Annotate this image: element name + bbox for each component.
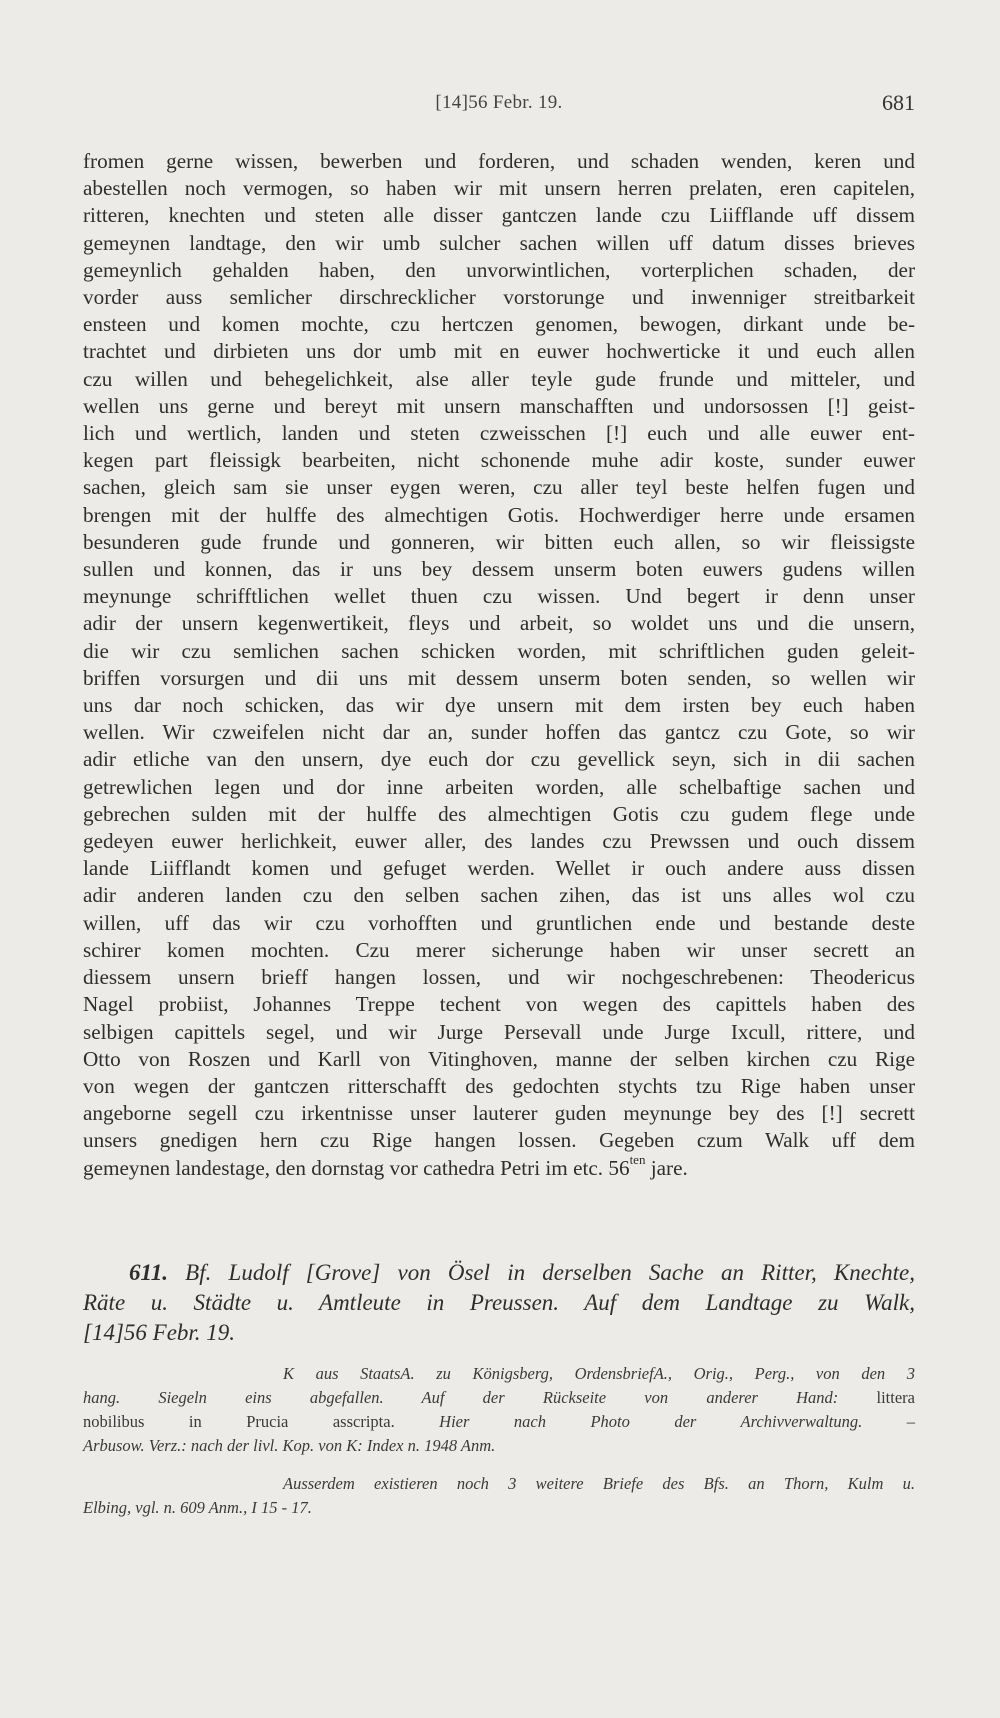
body-line: trachtet und dirbieten uns dor umb mit en euwer hochwerticke it und euch allen xyxy=(83,339,915,364)
note-line xyxy=(83,1472,915,1496)
heading-line xyxy=(83,1258,915,1288)
body-line: gemeynen landtage, den wir umb sulcher sachen willen uff datum disses brieves xyxy=(83,230,915,255)
running-head: [14]56 Febr. 19. xyxy=(435,92,563,113)
body-line: schirer komen mochten. Czu merer sicherunge haben wir unser secrett an xyxy=(83,937,915,962)
body-line: adir anderen landen czu den selben sachen zihen, das ist uns alles wol czu xyxy=(83,883,915,908)
body-line: angeborne segell czu irkentnisse unser lauterer guden meynunge bey des [!] secrett xyxy=(83,1101,915,1126)
note-text: hang. Siegeln eins abgefallen. Auf der Rückseite von anderer Hand: xyxy=(83,1388,839,1407)
body-line-last xyxy=(83,1152,915,1182)
note-line: Elbing, vgl. n. 609 Anm., I 15 - 17. xyxy=(83,1498,312,1517)
body-line: unsers gnedigen hern czu Rige hangen lossen. Gegeben czum Walk uff dem xyxy=(83,1128,915,1153)
note-line xyxy=(83,1362,915,1386)
document-number: 611. xyxy=(129,1260,168,1285)
body-line: lande Liifflandt komen und gefuget werden. Wellet ir ouch andere auss dissen xyxy=(83,856,915,881)
body-line: wellen. Wir czweifelen nicht dar an, sunder hoffen das gantcz czu Gote, so wir xyxy=(83,720,915,745)
body-line: gemeynlich gehalden haben, den unvorwintlichen, vorterplichen schaden, der xyxy=(83,257,915,282)
body-line: sachen, gleich sam sie unser eygen weren, czu aller teyl beste helfen fugen und xyxy=(83,475,915,500)
editorial-notes xyxy=(83,1362,915,1520)
body-line: gedeyen euwer herlichkeit, euwer aller, des landes czu Prewssen und ouch dissem xyxy=(83,829,915,854)
body-line-last-text: gemeynen landestage, den dornstag vor cathedra Petri im etc. 56 xyxy=(83,1155,630,1180)
heading-line: Räte u. Städte u. Amtleute in Preussen. Auf dem Landtage zu Walk, xyxy=(83,1290,915,1315)
note-text: Hier nach Photo der Archivverwaltung. – xyxy=(394,1412,915,1431)
note-text: K aus StaatsA. zu Königsberg, OrdensbriefA., Orig., Perg., von den 3 xyxy=(283,1364,915,1383)
body-line: besunderen gude frunde und gonneren, wir bitten euch allen, so wir fleissigste xyxy=(83,529,915,554)
body-line: fromen gerne wissen, bewerben und forderen, und schaden wenden, keren und xyxy=(83,149,915,173)
superscript: ten xyxy=(629,1152,646,1168)
note-line xyxy=(83,1410,915,1434)
note-text-roman: littera xyxy=(838,1388,915,1407)
note-paragraph-2 xyxy=(83,1472,915,1520)
body-line: brengen mit der hulffe des almechtigen Gotis. Hochwerdiger herre unde ersamen xyxy=(83,502,915,527)
body-line: abestellen noch vermogen, so haben wir mit unsern herren prelaten, eren capitelen, xyxy=(83,176,915,201)
page-number: 681 xyxy=(882,90,915,115)
body-line-last-end: jare. xyxy=(645,1155,688,1180)
body-line: diessem unsern brieff hangen lossen, und wir nochgeschrebenen: Theodericus xyxy=(83,965,915,990)
body-line: selbigen capittels segel, und wir Jurge Persevall unde Jurge Ixcull, rittere, und xyxy=(83,1019,915,1044)
body-line: die wir czu semlichen sachen schicken worden, mit schriftlichen guden geleit- xyxy=(83,638,915,663)
body-line: gebrechen sulden mit der hulffe des almechtigen Gotis czu gudem flege unde xyxy=(83,801,915,826)
body-line: Nagel probiist, Johannes Treppe techent von wegen des capittels haben des xyxy=(83,992,915,1017)
heading-text-1: Bf. Ludolf [Grove] von Ösel in derselben Sache an Ritter, Knechte, xyxy=(185,1260,915,1285)
body-line: von wegen der gantczen ritterschafft des gedochten stychts tzu Rige haben unser xyxy=(83,1073,915,1098)
body-line: wellen uns gerne und bereyt mit unsern manschafften und undorsossen [!] geist- xyxy=(83,393,915,418)
document-heading xyxy=(83,1258,915,1348)
body-line: Otto von Roszen und Karll von Vitinghoven, manne der selben kirchen czu Rige xyxy=(83,1046,915,1071)
body-line: adir der unsern kegenwertikeit, fleys und arbeit, so woldet uns und die unsern, xyxy=(83,611,915,636)
note-text-roman: nobilibus in Prucia asscripta. xyxy=(83,1412,395,1431)
note-line: Arbusow. Verz.: nach der livl. Kop. von K: Index n. 1948 Anm. xyxy=(83,1436,496,1455)
body-line: uns dar noch schicken, das wir dye unsern mit dem irsten bey euch haben xyxy=(83,693,915,718)
note-line xyxy=(83,1386,915,1410)
body-line: ritteren, knechten und steten alle disser gantczen lande czu Liifflande uff dissem xyxy=(83,203,915,228)
letter-paragraph xyxy=(83,148,915,1155)
body-line: kegen part fleissigk bearbeiten, nicht schonende muhe adir koste, sunder euwer xyxy=(83,448,915,473)
body-line: sullen und konnen, das ir uns bey dessem unserm boten euwers gudens willen xyxy=(83,557,915,582)
body-line: adir etliche van den unsern, dye euch dor czu gevellick seyn, sich in dii sachen xyxy=(83,747,915,772)
body-line: czu willen und behegelichkeit, alse aller teyle gude frunde und mitteler, und xyxy=(83,366,915,391)
body-line: vorder auss semlicher dirschrecklicher vorstorunge und inwenniger streitbarkeit xyxy=(83,285,915,310)
body-line: briffen vorsurgen und dii uns mit dessem unserm boten senden, so wellen wir xyxy=(83,665,915,690)
body-line: ensteen und komen mochte, czu hertczen genomen, bewogen, dirkant unde be- xyxy=(83,312,915,337)
note-text: Ausserdem existieren noch 3 weitere Briefe des Bfs. an Thorn, Kulm u. xyxy=(283,1474,915,1493)
page-header xyxy=(83,92,915,120)
heading-line: [14]56 Febr. 19. xyxy=(83,1320,236,1345)
body-line: getrewlichen legen und dor inne arbeiten worden, alle schelbaftige sachen und xyxy=(83,774,915,799)
body-line: willen, uff das wir czu vorhofften und gruntlichen ende und bestande deste xyxy=(83,910,915,935)
letter-body xyxy=(83,148,915,1182)
body-line: lich und wertlich, landen und steten czweisschen [!] euch und alle euwer ent- xyxy=(83,421,915,446)
body-line: meynunge schrifftlichen wellet thuen czu wissen. Und begert ir denn unser xyxy=(83,584,915,609)
